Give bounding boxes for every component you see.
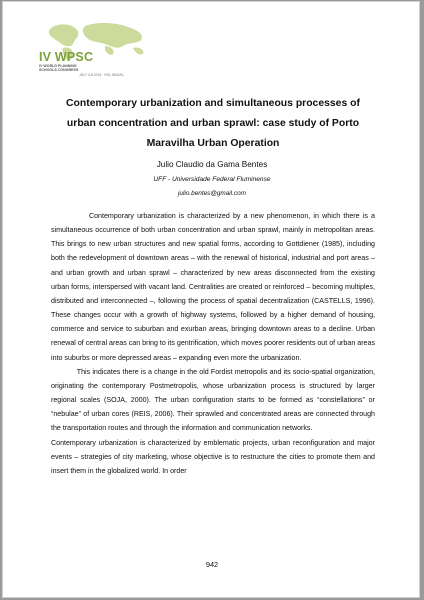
logo-note: JULY 4-8 2016 · RIO, BRAZIL xyxy=(79,73,125,77)
logo-title: IV WPSC xyxy=(39,50,94,64)
author-email: julio.bentes@gmail.com xyxy=(178,190,246,197)
body-paragraph: Contemporary urbanization is characterized by emblematic projects, urban reconfiguration and major events – strategies of city marketing, whose objective is to restructure the cities to promote them and insert them in the globalized world. In order xyxy=(51,438,375,475)
page-number: 942 xyxy=(205,560,219,569)
logo-subtitle xyxy=(39,64,79,72)
paper-title: Contemporary urbanization and simultaneous processes of urban concentration and urban sprawl: case study of Porto Maravilha Urban Operation xyxy=(66,98,360,149)
body-paragraph: Contemporary urbanization is characterized by a new phenomenon, in which there is a simultaneous occurrence of both urban concentration and urban sprawl, mainly in metropolitan areas. This brings to new urban structures and new spatial forms, according to Gottdiener (1985), including both the redevelopment of downtown areas – with the renewal of historical, industrial and port areas – and urban growth and urban sprawl – characterized by new areas disconnected from the existing urban forms, interspersed with vacant land. Centralities are created or reinforced – becoming multiples, distributed and interconnected –, following the process of spatial decentralization (CASTELLS, 1996). These changes occur with a growth of highway systems, followed by a higher demand of housing, commerce and service to suburban and exurban areas, bringing downtown areas to a decline. Urban renewal of central areas can bring to its gentrification, which moves poorer residents out of urban areas into suburbs or more depressed areas – expanding even more the urbanization. xyxy=(51,212,375,362)
paper-body xyxy=(51,209,375,478)
document-page xyxy=(2,1,420,598)
logo-subtitle-line1: IV WORLD PLANNING xyxy=(39,64,77,68)
logo-subtitle-line2: SCHOOLS CONGRESS xyxy=(39,68,79,73)
author-affiliation: UFF - Universidade Federal Fluminense xyxy=(153,176,271,183)
author-name: Julio Claudio da Gama Bentes xyxy=(156,160,268,169)
body-paragraph: This indicates there is a change in the old Fordist metropolis and its socio-spatial organization, originating the contemporary Postmetropolis, whose urbanization process is structured by larger regional scales (SOJA, 2000). The urban configuration starts to be formed as “constellations” or “nebulae” of urban cores (REIS, 2006). Their sprawled and concentrated areas are connected through the transportation routes and through the information and communication networks. xyxy=(51,367,375,433)
